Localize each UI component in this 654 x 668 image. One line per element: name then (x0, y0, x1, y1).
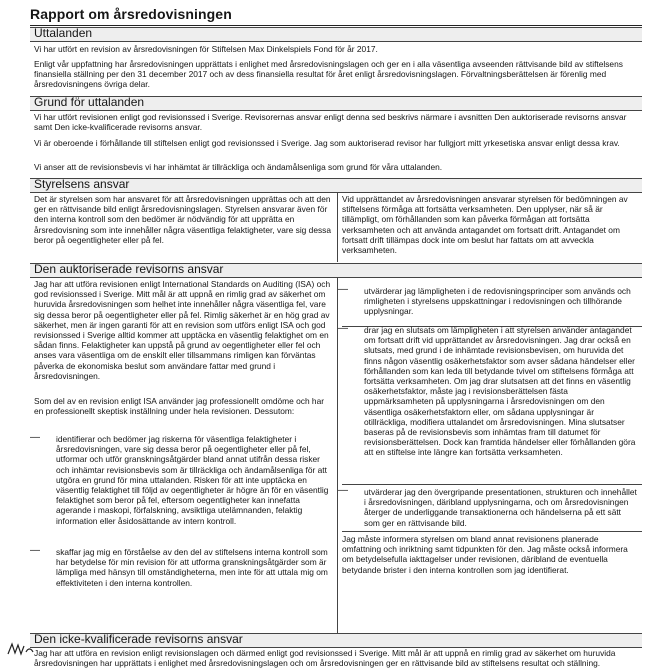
item-divider (342, 484, 642, 485)
paragraph: Vi är oberoende i förhållande till stiftelsen enligt god revisionssed i Sverige. Jag som auktoriserad revisor har fullgjort mitt yrkesetiska ansvar enligt dessa krav. (34, 138, 620, 148)
section-heading-bar (30, 27, 642, 42)
bullet-item: utvärderar jag lämpligheten i de redovisningsprinciper som används och rimligheten i styrelsens uppskattningar i redovisningen och tillhörande upplysningar. (364, 286, 631, 317)
bullet-dash: — (30, 432, 40, 443)
bullet-item: skaffar jag mig en förståelse av den del av stiftelsens interna kontroll som har betydelse för min revision för att utforma granskningsåtgärder som är lämpliga med hänsyn till omständigheterna, men inte för att uttala mig om effektiviteten i den interna kontrollen. (56, 547, 328, 588)
column-divider (337, 192, 338, 262)
item-divider (342, 326, 642, 327)
paragraph-left: Jag har att utföra revisionen enligt International Standards on Auditing (ISA) och god revisionssed i Sverige. Mitt mål är att uppnå en rimlig grad av säkerhet om huruvida årsredovisningen som helhet inte innehåller några väsentliga fel, vare sig dessa beror på oegentligheter eller på fel. Rimlig säkerhet är en hög grad av säkerhet, men är ingen garanti för att en revision som utförs enligt ISA och god revisionssed i Sverige alltid kommer att upptäcka en väsentlig felaktighet om en sådan finns. Felaktigheter kan uppstå på grund av oegentligheter eller fel och anses vara väsentliga om de enskilt eller tillsammans rimligen kan förväntas påverka de ekonomiska beslut som användare fattar med grund i årsredovisningen. (34, 279, 331, 381)
bullet-dash: — (338, 323, 348, 334)
paragraph: Vi anser att de revisionsbevis vi har inhämtat är tillräckliga och ändamålsenliga som grund för våra uttalanden. (34, 162, 443, 172)
bullet-dash: — (338, 485, 348, 496)
column-divider (337, 277, 338, 633)
paragraph: Jag har att utföra en revision enligt revisionslagen och därmed enligt god revisionssed i Sverige. Mitt mål är att uppnå en rimlig grad av säkerhet om huruvida årsredovisningen har upprättats i enlighet med årsredovisningslagen och om årsredovisningen ger en rättvisande bild av stiftelsens resultat och ställning. (34, 648, 616, 668)
bullet-dash: — (30, 545, 40, 556)
paragraph-right: Vid upprättandet av årsredovisningen ansvarar styrelsen för bedömningen av stiftelsens förmåga att fortsätta verksamheten. Den upplyser, när så är tillämpligt, om förhållanden som kan påverka förmågan att fortsätta verksamheten och att använda antagandet om fortsatt drift. Antagandet om fortsatt drift tillämpas dock inte om beslut har fattats om att avveckla verksamheten. (342, 194, 628, 256)
section-heading: Grund för uttalanden (34, 95, 145, 109)
section-heading: Den icke-kvalificerade revisorns ansvar (34, 632, 243, 646)
section-heading-bar (30, 633, 642, 648)
bullet-item: utvärderar jag den övergripande presentationen, strukturen och innehållet i årsredovisningen, däribland upplysningarna, och om årsredovisningen återger de underliggande transaktionerna och händelserna på ett sätt som ger en rättvisande bild. (364, 487, 637, 528)
paragraph: Vi har utfört en revision av årsredovisningen för Stiftelsen Max Dinkelspiels Fond för år 2017. (34, 44, 378, 54)
section-auktoriserade (30, 263, 642, 633)
section-styrelsens-ansvar (30, 178, 642, 262)
bullet-item: drar jag en slutsats om lämpligheten i att styrelsen använder antagandet om fortsatt drift vid upprättandet av årsredovisningen. Jag drar också en slutsats, med grund i de inhämtade revisionsbevisen, om huruvida det finns någon väsentlig osäkerhetsfaktor som avser sådana händelser eller förhållanden som kan leda till betydande tvivel om stiftelsens förmåga att fortsätta verksamheten. Om jag drar slutsatsen att det finns en väsentlig osäkerhetsfaktor, måste jag i revisionsberättelsen fästa uppmärksamheten på upplysningarna i årsredovisningen om den väsentliga osäkerhetsfaktorn eller, om sådana upplysningar är otillräckliga, modifiera uttalandet om årsredovisningen. Mina slutsatser baseras på de revisionsbevis som inhämtas fram till datumet för revisionsberättelsen. Dock kan framtida händelser eller förhållanden göra att en stiftelse inte längre kan fortsätta verksamheten. (364, 325, 636, 458)
section-uttalanden (30, 27, 642, 93)
item-divider (342, 531, 642, 532)
section-icke-kvalificerade (30, 632, 642, 668)
section-heading-bar (30, 96, 642, 111)
section-heading-bar (30, 178, 642, 193)
paragraph-left: Som del av en revision enligt ISA använder jag professionellt omdöme och har en professionellt skeptisk inställning under hela revisionen. Dessutom: (34, 396, 325, 417)
paragraph-left: Det är styrelsen som har ansvaret för att årsredovisningen upprättas och att den ger en rättvisande bild enligt årsredovisningslagen. Styrelsen ansvarar även för den interna kontroll som den bedömer är nödvändig för att upprätta en årsredovisning som inte innehåller några väsentliga felaktigheter, vare sig dessa beror på oegentligheter eller på fel. (34, 194, 332, 245)
initials-signature-icon (6, 640, 36, 658)
section-heading: Uttalanden (34, 26, 93, 40)
paragraph-right: Jag måste informera styrelsen om bland annat revisionens planerade omfattning och inriktning samt tidpunkten för den. Jag måste också informera om betydelsefulla iakttagelser under revisionen, däribland de eventuella betydande brister i den interna kontrollen som jag identifierat. (342, 534, 628, 575)
section-heading-bar (30, 263, 642, 278)
report-title: Rapport om årsredovisningen (30, 6, 232, 22)
section-heading: Den auktoriserade revisorns ansvar (34, 262, 224, 276)
title-rule (30, 25, 642, 26)
section-grund (30, 96, 642, 174)
bullet-dash: — (338, 284, 348, 295)
section-heading: Styrelsens ansvar (34, 177, 130, 191)
paragraph: Enligt vår uppfattning har årsredovisningen upprättats i enlighet med årsredovisningslagen och ger en i alla väsentliga avseenden rättvisande bild av stiftelsens finansiella ställning per den 31 december 2017 och av dess finansiella resultat för året enligt årsredovisningslagen. Förvaltningsberättelsen är förenlig med årsredovisningens övriga delar. (34, 59, 623, 90)
paragraph: Vi har utfört revisionen enligt god revisionssed i Sverige. Revisorernas ansvar enligt denna sed beskrivs närmare i avsnitten Den auktoriserade revisorns ansvar samt Den icke-kvalificerade revisorns ansvar. (34, 112, 627, 133)
bullet-item: identifierar och bedömer jag riskerna för väsentliga felaktigheter i årsredovisningen, vare sig dessa beror på oegentligheter eller på fel, utformar och utför granskningsåtgärder bland annat utifrån dessa risker och inhämtar revisionsbevis som är tillräckliga och ändamålsenliga för att utgöra en grund för mina uttalanden. Risken för att inte upptäcka en väsentlig felaktighet till följd av oegentligheter är högre än för en väsentlig felaktighet som beror på fel, eftersom oegentligheter kan innefatta agerande i maskopi, förfalskning, avsiktliga utelämnanden, felaktig information eller åsidosättande av intern kontroll. (56, 434, 329, 526)
